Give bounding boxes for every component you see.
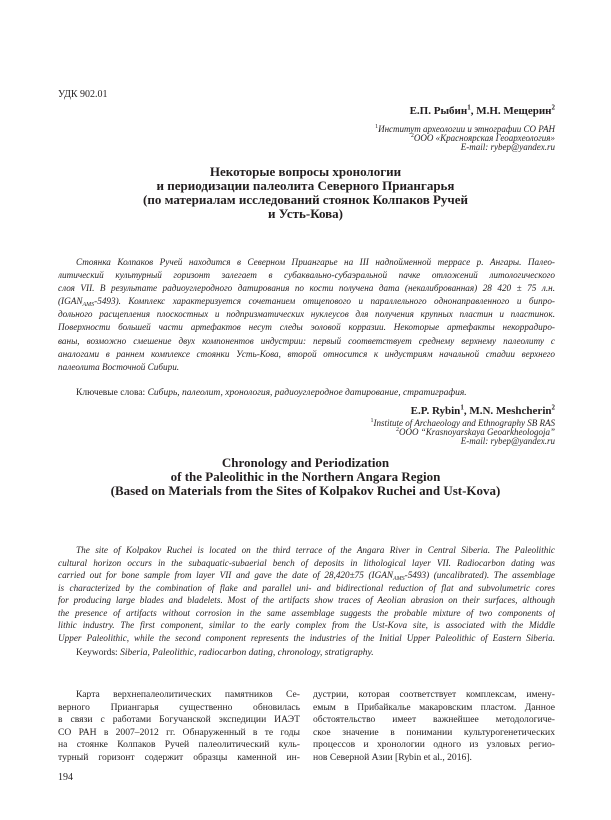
text-line: СО РАН в 2007–2012 гг. Обнаруженный в те годы <box>58 726 300 738</box>
text-line: $(IGAN_{AMS}-5493)$. Комплекс характеризуется сочетанием отщепового и параллельного однонаправленного и бипро- <box>58 296 555 309</box>
text-line: Upper Paleolithic, while the second component represents the industries of the Initial Upper Paleolithic of Eastern Siberia. <box>58 632 555 643</box>
title-line: of the Paleolithic in the Northern Angara Region <box>170 469 441 484</box>
title-line: (Based on Materials from the Sites of Kolpakov Ruchei and Ust-Kova) <box>110 483 501 498</box>
text-line: Поверхности большей части артефактов несут следы эоловой корразии. Некоторые артефакты некоррадиро- <box>58 322 555 333</box>
udk-code: УДК 902.01 <box>58 89 108 100</box>
text-line: нов Северной Азии [Rybin et al., 2016]. <box>313 751 472 763</box>
en-authors: E.P. Rybin$^1$, M.N. Meshcherin$^2$ <box>410 403 555 417</box>
text-line: литический культурный горизонт залегает в субаквально-субаэральной пачке отложений литологического <box>58 270 555 281</box>
body-column-right <box>313 689 555 764</box>
author-sup: 2 <box>551 403 555 412</box>
author-sup: 2 <box>551 103 555 112</box>
author-sup: 1 <box>467 103 471 112</box>
text-line: for producing large blades and bladelets. Most of the artifacts show traces of Aeolian abrasion on their surfaces, although <box>58 595 555 605</box>
ru-abstract <box>58 256 555 374</box>
text-line: палеолита Восточной Сибири. <box>58 361 180 372</box>
title-line: и Усть-Кова) <box>267 206 344 221</box>
title-line: (по материалам исследований стоянок Колпаков Ручей <box>143 192 468 207</box>
author-sup: 1 <box>460 403 464 412</box>
affiliation-text: Institute of Archaeology and Ethnography SB RAS <box>373 418 555 428</box>
text-line: обстоятельство имеет важнейшее методологиче- <box>313 714 555 725</box>
text-line: Стоянка Колпаков Ручей находится в Северном Приангарье на III надпойменной террасе р. Ангары. Палео- <box>76 257 555 267</box>
affiliation-text: Институт археологии и этнографии СО РАН <box>378 124 555 134</box>
en-affiliations <box>371 419 555 447</box>
ru-title <box>40 165 571 221</box>
en-abstract <box>58 544 555 644</box>
text-line: аналогами в раннем комплексе стоянки Усть-Кова, второй относится к индустриям начальной стадии верхнего <box>58 348 555 359</box>
keywords-label: Ключевые слова: <box>76 388 146 398</box>
text-line: емым в Прибайкалье макаровским пластом. Данное <box>313 701 555 713</box>
en-title <box>40 456 571 498</box>
affiliation-sup: 2 <box>410 133 414 140</box>
keywords-label: Keywords: <box>76 648 118 658</box>
text-line: дустрии, которая соответствует комплексам, имену- <box>313 689 555 700</box>
email <box>371 437 555 446</box>
author-name: Е.П. Рыбин <box>409 105 468 117</box>
affiliation-text: ООО «Красноярская Геоархеология» <box>413 133 555 144</box>
title-line: Некоторые вопросы хронологии <box>209 164 402 179</box>
text-line: процессов и хронологии одного из узловых регио- <box>313 739 555 750</box>
en-keywords <box>76 647 374 659</box>
keywords-text: Сибирь, палеолит, хронология, радиоуглеродное датирование, стратиграфия. <box>147 388 467 398</box>
text-line: is characterized by the combination of flake and parallel uni- and bidirectional reduction of flat and subvolumetric cores <box>58 582 555 593</box>
text-line: слоя VII. В результате радиоуглеродного датирования по кости получена дата (некалиброванная) 28 420 ± 75 л.н. <box>58 283 555 294</box>
author-name: М.Н. Мещерин <box>476 105 552 117</box>
text-line: ваны, возможно смешение двух компонентов индустрии: первый соответствует среднему верхнему палеолиту с <box>58 335 555 346</box>
text-line: турный горизонт содержит образцы каменной ин- <box>58 751 300 763</box>
title-line: и периодизации палеолита Северного Приангарья <box>156 178 455 193</box>
text-line: в связи с работами Богучанской экспедиции ИАЭТ <box>58 714 300 725</box>
title-line: Chronology and Periodization <box>221 455 390 470</box>
text-line: на стоянке Колпаков Ручей палеолитический куль- <box>58 739 300 750</box>
ru-keywords <box>76 387 467 399</box>
email-link[interactable]: E-mail: rybep@yandex.ru <box>460 142 555 153</box>
affiliation-sup: 2 <box>396 427 399 434</box>
text-line: Карта верхнепалеолитических памятников Се- <box>76 689 300 700</box>
page-number: 194 <box>58 772 73 783</box>
affiliation-sup: 1 <box>370 418 374 424</box>
author-name: M.N. Meshcherin <box>469 405 552 417</box>
email <box>375 143 555 152</box>
text-line: carried out for bone sample from layer VII and gave the date of 28,420±75 $(IGAN_{AMS}-5493)$ (uncalibrated). The assemblage <box>58 570 555 582</box>
email-link[interactable]: E-mail: rybep@yandex.ru <box>460 436 555 447</box>
author-name: E.P. Rybin <box>410 405 461 417</box>
ru-affiliations <box>375 125 555 153</box>
text-line: дольного расщепления плоскостных и подпризматических нуклеусов для получения крупных пластин и пластинок. <box>58 309 555 320</box>
affiliation-sup: 1 <box>375 124 379 130</box>
subscript: AMS <box>392 576 405 582</box>
text-line: cultural horizon occurs in the subaquatic-subaerial bench of deposits in lithological layer VII. Radiocarbon dating was <box>58 557 555 568</box>
text-line: верного Приангарья существенно обновилась <box>58 701 300 713</box>
affiliation-text: OOO “Krasnoyarskaya Geoarkheologoja” <box>399 427 555 438</box>
keywords-text: Siberia, Paleolithic, radiocarbon dating, chronology, stratigraphy. <box>120 648 374 658</box>
ru-authors: Е.П. Рыбин$^1$, М.Н. Мещерин$^2$ <box>409 103 555 117</box>
text-line: the presence of artifacts without corrosion in the same assemblage suggests the probable mixture of two components of <box>58 607 555 618</box>
text-line: The site of Kolpakov Ruchei is located on the third terrace of the Angara River in Central Siberia. The Paleolithic <box>76 545 555 555</box>
subscript: AMS <box>82 302 95 309</box>
text-line: ское значение в понимании культурогенетических <box>313 726 555 738</box>
body-column-left <box>58 689 300 764</box>
text-line: lithic industry. The first component, similar to the early complex from the Ust-Kova site, is associated with the Middle <box>58 620 555 630</box>
